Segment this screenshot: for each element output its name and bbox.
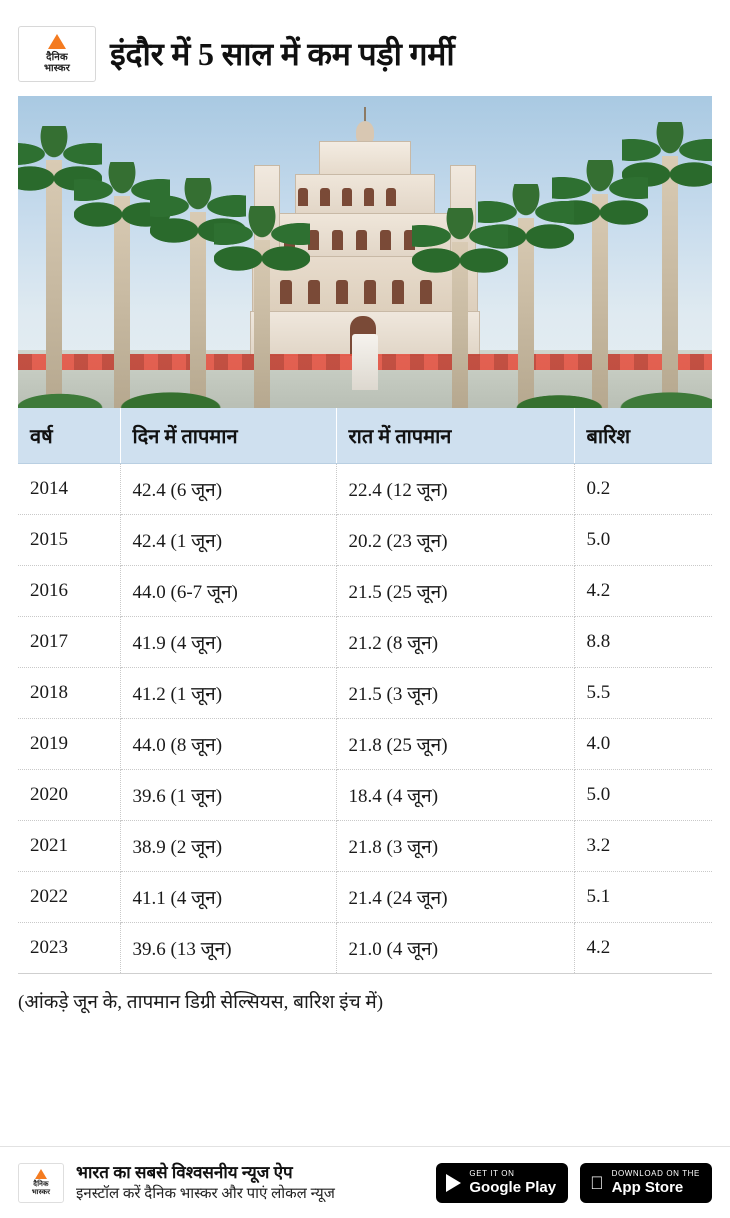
- table-row: [18, 923, 712, 974]
- table-row: [18, 566, 712, 617]
- cell-rain: 5.0: [574, 515, 712, 566]
- garden-bushes: [18, 374, 712, 408]
- cell-year: 2020: [18, 770, 120, 821]
- cell-year: 2015: [18, 515, 120, 566]
- table-row: [18, 719, 712, 770]
- table-header-row: [18, 408, 712, 464]
- cell-day-temp: 41.9 (4 जून): [120, 617, 336, 668]
- brand-logo-line1: दैनिक: [46, 52, 68, 63]
- cell-rain: 4.0: [574, 719, 712, 770]
- google-play-small-label: GET IT ON: [469, 1169, 515, 1178]
- app-store-label: App Store: [611, 1179, 684, 1196]
- cell-night-temp: 21.8 (3 जून): [336, 821, 574, 872]
- table-row: [18, 821, 712, 872]
- footer-tagline: [76, 1162, 424, 1204]
- brand-logo: [18, 26, 96, 82]
- table-row: [18, 668, 712, 719]
- page-title: इंदौर में 5 साल में कम पड़ी गर्मी: [110, 36, 455, 72]
- cell-night-temp: 22.4 (12 जून): [336, 464, 574, 515]
- cell-rain: 4.2: [574, 923, 712, 974]
- table-row: [18, 872, 712, 923]
- cell-year: 2018: [18, 668, 120, 719]
- cell-day-temp: 44.0 (6-7 जून): [120, 566, 336, 617]
- rajwada-palace-indore-photo: [18, 96, 712, 408]
- app-store-small-label: DOWNLOAD ON THE: [611, 1169, 700, 1178]
- palm-tree: [662, 156, 678, 408]
- cell-rain: 3.2: [574, 821, 712, 872]
- cell-night-temp: 18.4 (4 जून): [336, 770, 574, 821]
- footer-logo-line1: दैनिक: [33, 1180, 49, 1188]
- column-header-rain: बारिश: [574, 408, 712, 464]
- cell-rain: 0.2: [574, 464, 712, 515]
- table-footnote: (आंकड़े जून के, तापमान डिग्री सेल्सियस, बारिश इंच में): [18, 992, 384, 1013]
- cell-year: 2017: [18, 617, 120, 668]
- cell-day-temp: 41.1 (4 जून): [120, 872, 336, 923]
- google-play-label: Google Play: [469, 1179, 557, 1196]
- footer-logo-line2: भास्कर: [31, 1188, 51, 1196]
- cell-rain: 5.5: [574, 668, 712, 719]
- header: [18, 18, 712, 90]
- cell-year: 2016: [18, 566, 120, 617]
- cell-night-temp: 21.5 (25 जून): [336, 566, 574, 617]
- palace-dome: [356, 121, 374, 143]
- column-header-year: वर्ष: [18, 408, 120, 464]
- cell-rain: 5.1: [574, 872, 712, 923]
- cell-year: 2021: [18, 821, 120, 872]
- footer-tagline-line2: इनस्टॉल करें दैनिक भास्कर और पाएं लोकल न्यूज: [76, 1185, 335, 1202]
- bhaskar-triangle-icon: [48, 34, 66, 49]
- cell-rain: 8.8: [574, 617, 712, 668]
- cell-day-temp: 39.6 (1 जून): [120, 770, 336, 821]
- cell-year: 2023: [18, 923, 120, 974]
- table-row: [18, 464, 712, 515]
- cell-day-temp: 39.6 (13 जून): [120, 923, 336, 974]
- google-play-icon: [446, 1174, 461, 1192]
- cell-year: 2019: [18, 719, 120, 770]
- app-promo-footer: [0, 1146, 730, 1218]
- table-row: [18, 617, 712, 668]
- cell-night-temp: 21.4 (24 जून): [336, 872, 574, 923]
- brand-logo-line2: भास्कर: [43, 63, 71, 74]
- table-row: [18, 515, 712, 566]
- column-header-night-temp: रात में तापमान: [336, 408, 574, 464]
- cell-day-temp: 41.2 (1 जून): [120, 668, 336, 719]
- cell-rain: 4.2: [574, 566, 712, 617]
- cell-day-temp: 44.0 (8 जून): [120, 719, 336, 770]
- table-row: [18, 770, 712, 821]
- footer-tagline-line1: भारत का सबसे विश्वसनीय न्यूज ऐप: [76, 1162, 293, 1182]
- cell-day-temp: 42.4 (6 जून): [120, 464, 336, 515]
- cell-night-temp: 20.2 (23 जून): [336, 515, 574, 566]
- apple-icon: [590, 1174, 604, 1192]
- google-play-badge[interactable]: [436, 1163, 568, 1203]
- weather-data-table: [18, 408, 712, 974]
- cell-night-temp: 21.2 (8 जून): [336, 617, 574, 668]
- column-header-day-temp: दिन में तापमान: [120, 408, 336, 464]
- footer-brand-logo: [18, 1163, 64, 1203]
- cell-day-temp: 38.9 (2 जून): [120, 821, 336, 872]
- cell-day-temp: 42.4 (1 जून): [120, 515, 336, 566]
- cell-night-temp: 21.8 (25 जून): [336, 719, 574, 770]
- cell-year: 2014: [18, 464, 120, 515]
- palm-tree: [46, 160, 62, 408]
- bhaskar-triangle-icon: [35, 1169, 47, 1179]
- cell-night-temp: 21.5 (3 जून): [336, 668, 574, 719]
- cell-rain: 5.0: [574, 770, 712, 821]
- cell-night-temp: 21.0 (4 जून): [336, 923, 574, 974]
- app-store-badge[interactable]: [580, 1163, 712, 1203]
- cell-year: 2022: [18, 872, 120, 923]
